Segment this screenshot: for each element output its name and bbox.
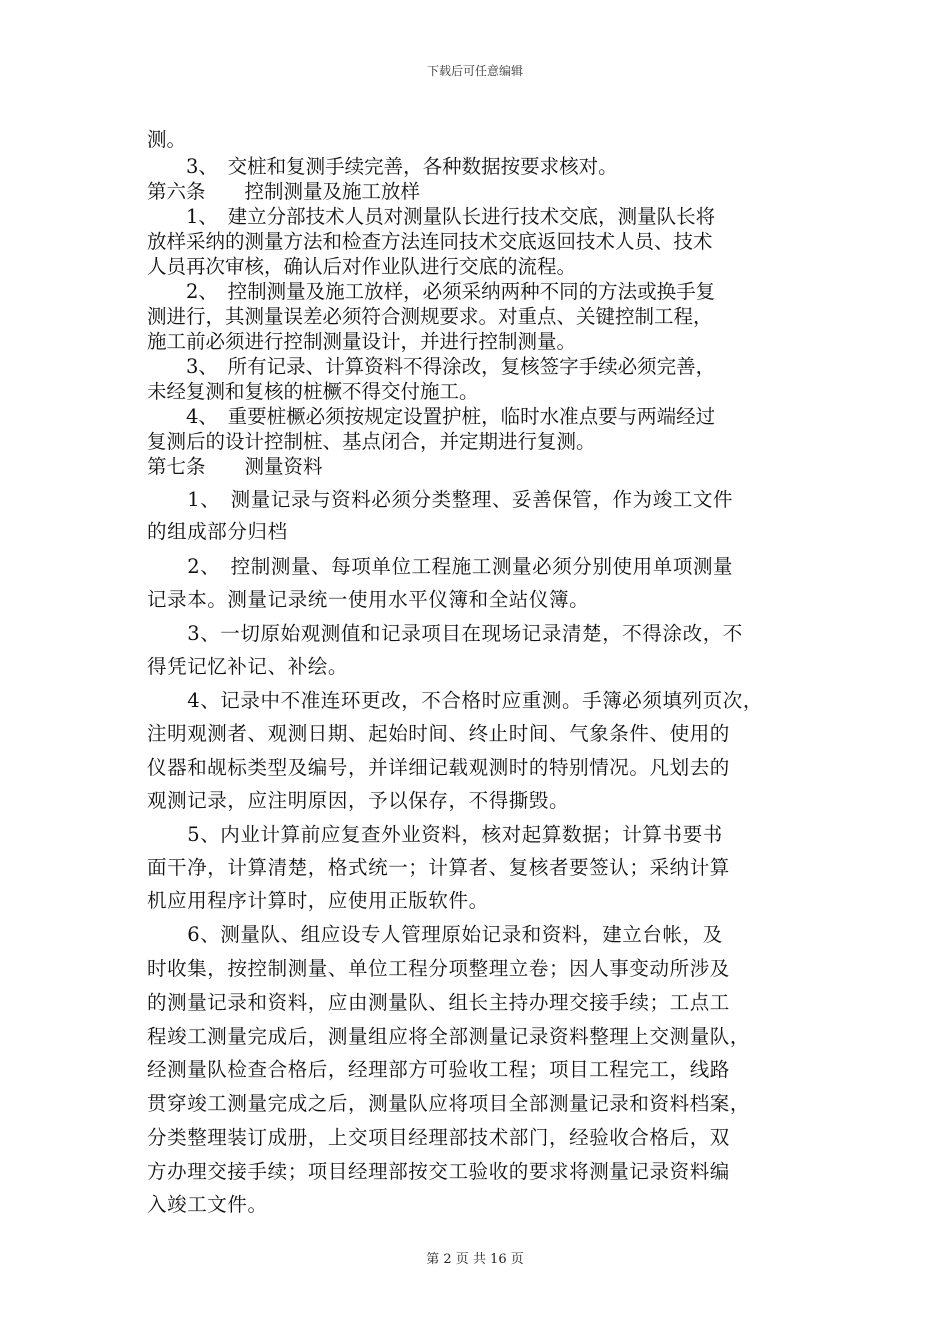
text-line: 5、内业计算前应复查外业资料，核对起算数据；计算书要书 [147,823,723,846]
text-line: 方办理交接手续；项目经理部按交工验收的要求将测量记录资料编 [147,1160,730,1183]
text-line: 记录本。测量记录统一使用水平仪簿和全站仪簿。 [147,588,590,611]
text-line: 贯穿竣工测量完成之后，测量队应将项目全部测量记录和资料档案， [147,1092,751,1115]
text-line: 入竣工文件。 [147,1193,268,1216]
text-line: 面干净，计算清楚，格式统一；计算者、复核者要签认；采纳计算 [147,856,730,879]
text-line: 的测量记录和资料，应由测量队、组长主持办理交接手续；工点工 [147,991,730,1014]
text-line: 2、 控制测量、每项单位工程施工测量必须分别使用单项测量 [147,555,734,578]
text-line: 放样采纳的测量方法和检查方法连同技术交底返回技术人员、技术 [147,230,713,253]
text-line: 4、记录中不准连环更改，不合格时应重测。手簿必须填列页次， [147,689,764,712]
text-line: 测。 [147,128,187,151]
text-line: 6、测量队、组应设专人管理原始记录和资料，建立台帐，及 [147,923,723,946]
text-line: 3、 所有记录、计算资料不得涂改，复核签字手续必须完善， [147,355,716,378]
text-line: 2、 控制测量及施工放样，必须采纳两种不同的方法或换手复 [147,280,716,303]
text-line: 机应用程序计算时，应使用正版软件。 [147,889,489,912]
text-line: 人员再次审核，确认后对作业队进行交底的流程。 [147,255,577,278]
text-line: 3、一切原始观测值和记录项目在现场记录清楚，不得涂改，不 [147,622,743,645]
page-header: 下载后可任意编辑 [426,64,523,78]
text-line: 注明观测者、观测日期、起始时间、终止时间、气象条件、使用的 [147,722,730,745]
text-line: 施工前必须进行控制测量设计，并进行控制测量。 [147,330,577,353]
text-line: 3、 交桩和复测手续完善，各种数据按要求核对。 [147,155,618,178]
text-line: 4、 重要桩橛必须按规定设置护桩，临时水准点要与两端经过 [147,405,716,428]
text-line: 经测量队检查合格后，经理部方可验收工程；项目工程完工，线路 [147,1058,730,1081]
text-line: 得凭记忆补记、补绘。 [147,655,349,678]
text-line: 的组成部分归档 [147,520,288,543]
text-line: 1、 建立分部技术人员对测量队长进行技术交底，测量队长将 [147,205,716,228]
text-line: 观测记录，应注明原因，予以保存，不得撕毁。 [147,789,570,812]
text-line: 程竣工测量完成后，测量组应将全部测量记录资料整理上交测量队， [147,1025,751,1048]
section-heading: 第七条 测量资料 [147,455,323,478]
text-line: 复测后的设计控制桩、基点闭合，并定期进行复测。 [147,430,596,453]
text-line: 分类整理装订成册，上交项目经理部技术部门，经验收合格后，双 [147,1126,730,1149]
text-line: 测进行，其测量误差必须符合测规要求。对重点、关键控制工程， [147,305,713,328]
text-line: 1、 测量记录与资料必须分类整理、妥善保管，作为竣工文件 [147,488,734,511]
text-line: 时收集，按控制测量、单位工程分项整理立卷；因人事变动所涉及 [147,957,730,980]
page-number-footer: 第 2 页 共 16 页 [426,1252,524,1267]
text-line: 仪器和觇标类型及编号，并详细记载观测时的特别情况。凡划去的 [147,756,730,779]
section-heading: 第六条 控制测量及施工放样 [147,180,421,203]
text-line: 未经复测和复核的桩橛不得交付施工。 [147,380,479,403]
